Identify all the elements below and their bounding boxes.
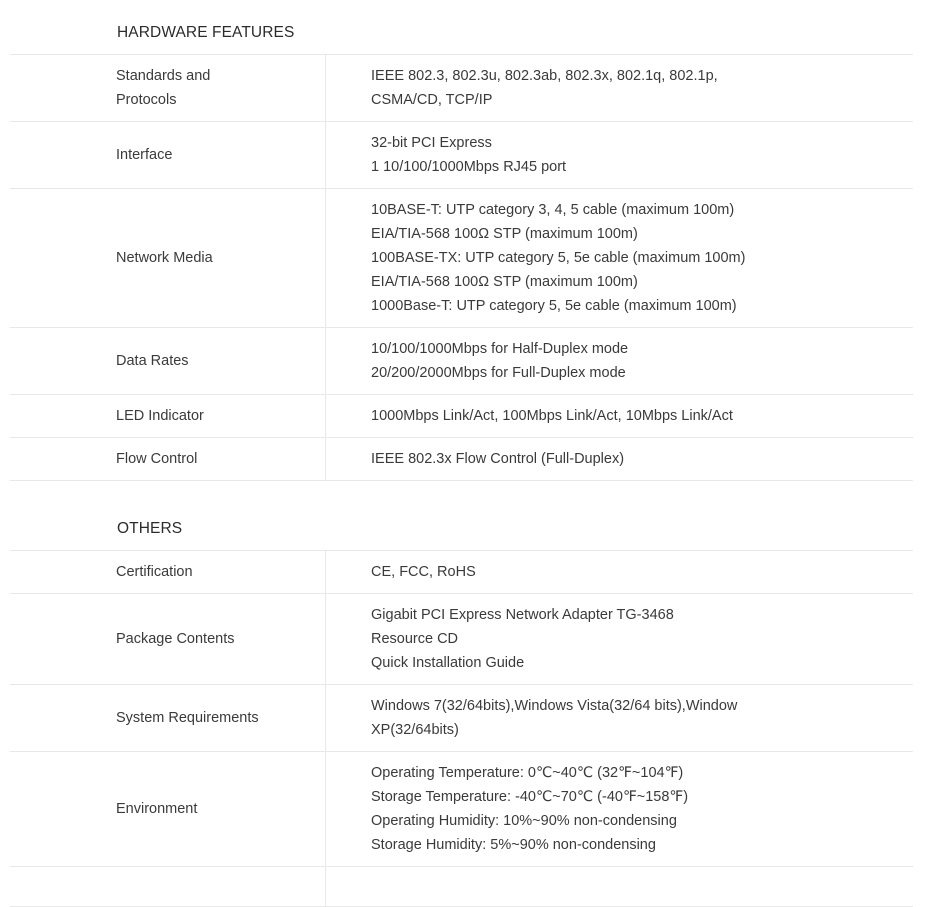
- spec-value: [326, 551, 913, 593]
- spec-row-system-requirements: [10, 685, 913, 752]
- spec-value-line: Windows 7(32/64bits),Windows Vista(32/64 bits),Window: [371, 698, 738, 714]
- spec-label-text: Standards and Protocols: [116, 68, 211, 108]
- spec-value-line: IEEE 802.3x Flow Control (Full-Duplex): [371, 451, 625, 467]
- spec-label: [10, 328, 326, 394]
- spec-value: [326, 685, 913, 751]
- spec-value-line: Quick Installation Guide: [371, 655, 525, 671]
- spec-value-line: IEEE 802.3, 802.3u, 802.3ab, 802.3x, 802.1q, 802.1p,: [371, 68, 718, 84]
- spec-value-line: 1 10/100/1000Mbps RJ45 port: [371, 159, 567, 175]
- section-title-others: OTHERS: [117, 520, 183, 537]
- section-title-hardware-features: HARDWARE FEATURES: [117, 24, 295, 41]
- spec-label-text: Network Media: [116, 250, 213, 266]
- spec-value-line: Operating Temperature: 0℃~40℃ (32℉~104℉): [371, 765, 684, 781]
- spec-label: [10, 594, 326, 684]
- spec-value-line: XP(32/64bits): [371, 722, 459, 738]
- spec-label-text: Interface: [116, 147, 173, 163]
- spec-value-line: 100BASE-TX: UTP category 5, 5e cable (maximum 100m): [371, 250, 746, 266]
- spec-table-hardware-features: [10, 54, 913, 481]
- spec-label: [10, 438, 326, 480]
- spec-row-interface: [10, 122, 913, 189]
- spec-label-text: Flow Control: [116, 451, 198, 467]
- spec-row-certification: [10, 551, 913, 594]
- spec-label-text: Environment: [116, 801, 198, 817]
- spec-row-network-media: [10, 189, 913, 328]
- spec-value: [326, 55, 913, 121]
- spec-value-line: 10/100/1000Mbps for Half-Duplex mode: [371, 341, 629, 357]
- spec-label: [10, 752, 326, 866]
- spec-label-text: Certification: [116, 564, 193, 580]
- spec-row-standards-protocols: [10, 55, 913, 122]
- spec-value-line: 20/200/2000Mbps for Full-Duplex mode: [371, 365, 626, 381]
- spec-row-flow-control: [10, 438, 913, 481]
- spec-label: [10, 189, 326, 327]
- spec-row-led-indicator: [10, 395, 913, 438]
- spec-value-line: 1000Mbps Link/Act, 100Mbps Link/Act, 10Mbps Link/Act: [371, 408, 733, 424]
- spec-value-line: CSMA/CD, TCP/IP: [371, 92, 493, 108]
- spec-label-text: System Requirements: [116, 710, 259, 726]
- spec-label: [10, 395, 326, 437]
- spec-row-environment: [10, 752, 913, 867]
- spec-value-line: Resource CD: [371, 631, 459, 647]
- spec-value-line: 32-bit PCI Express: [371, 135, 492, 151]
- spec-value-line: EIA/TIA-568 100Ω STP (maximum 100m): [371, 226, 638, 242]
- spec-table-others: [10, 550, 913, 907]
- spec-label: [10, 122, 326, 188]
- spec-value-line: Storage Humidity: 5%~90% non-condensing: [371, 837, 656, 853]
- spec-value: [326, 438, 913, 480]
- spec-label-text: LED Indicator: [116, 408, 204, 424]
- spec-row-partial: [10, 867, 913, 907]
- spec-value: [326, 395, 913, 437]
- spec-value: [326, 594, 913, 684]
- spec-label: [10, 551, 326, 593]
- spec-row-package-contents: [10, 594, 913, 685]
- spec-value-line: Operating Humidity: 10%~90% non-condensing: [371, 813, 677, 829]
- spec-row-data-rates: [10, 328, 913, 395]
- spec-value-line: 10BASE-T: UTP category 3, 4, 5 cable (maximum 100m): [371, 202, 735, 218]
- spec-label-text: Data Rates: [116, 353, 189, 369]
- spec-value: [326, 122, 913, 188]
- spec-value-line: CE, FCC, RoHS: [371, 564, 476, 580]
- spec-value-line: EIA/TIA-568 100Ω STP (maximum 100m): [371, 274, 638, 290]
- spec-value-line: 1000Base-T: UTP category 5, 5e cable (maximum 100m): [371, 298, 737, 314]
- spec-label: [10, 55, 326, 121]
- spec-label: [10, 867, 326, 906]
- spec-value: [326, 752, 913, 866]
- spec-value-line: Storage Temperature: -40℃~70℃ (-40℉~158℉): [371, 789, 689, 805]
- spec-value: [326, 867, 913, 906]
- spec-value: [326, 328, 913, 394]
- spec-value-line: Gigabit PCI Express Network Adapter TG-3468: [371, 607, 674, 623]
- spec-label-text: Package Contents: [116, 631, 235, 647]
- spec-value: [326, 189, 913, 327]
- spec-label: [10, 685, 326, 751]
